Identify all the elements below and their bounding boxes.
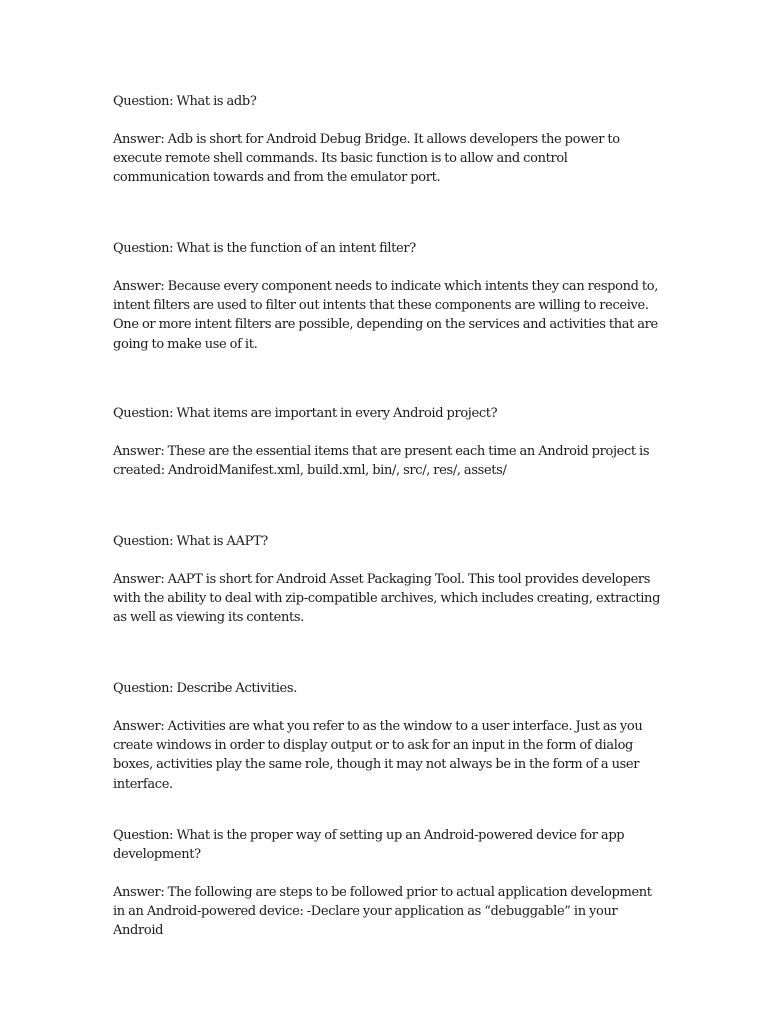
answer-4: Answer: AAPT is short for Android Asset Packaging Tool. This tool provides developers with the ability to deal with zip-compatible archives, which includes creating, extracting as well as viewing its contents. — [113, 572, 661, 626]
answer-6: Answer: The following are steps to be followed prior to actual application development in an Android-powered device: -Declare your application as “debuggable” in your Android — [113, 885, 652, 939]
answer-1: Answer: Adb is short for Android Debug Bridge. It allows developers the power to execute remote shell commands. Its basic function is to allow and control communication towards and from the emulator port. — [113, 132, 620, 186]
answer-5: Answer: Activities are what you refer to as the window to a user interface. Just as you create windows in order to display output or to ask for an input in the form of dialog boxes, activities play the same role, though it may not always be in the form of a user interface. — [113, 719, 643, 792]
question-1: Question: What is adb? — [113, 94, 257, 109]
question-2: Question: What is the function of an intent filter? — [113, 241, 416, 256]
answer-3: Answer: These are the essential items that are present each time an Android project is created: AndroidManifest.xml, build.xml, bin/, src/, res/, assets/ — [113, 444, 650, 479]
question-3: Question: What items are important in every Android project? — [113, 406, 498, 421]
question-5: Question: Describe Activities. — [113, 681, 298, 696]
answer-2: Answer: Because every component needs to indicate which intents they can respond to, intent filters are used to filter out intents that these components are willing to receive. One or more intent filters are possible, depending on the services and activities that are going to make use of it. — [113, 279, 659, 352]
question-6: Question: What is the proper way of setting up an Android-powered device for app development? — [113, 828, 625, 863]
question-4: Question: What is AAPT? — [113, 534, 268, 549]
